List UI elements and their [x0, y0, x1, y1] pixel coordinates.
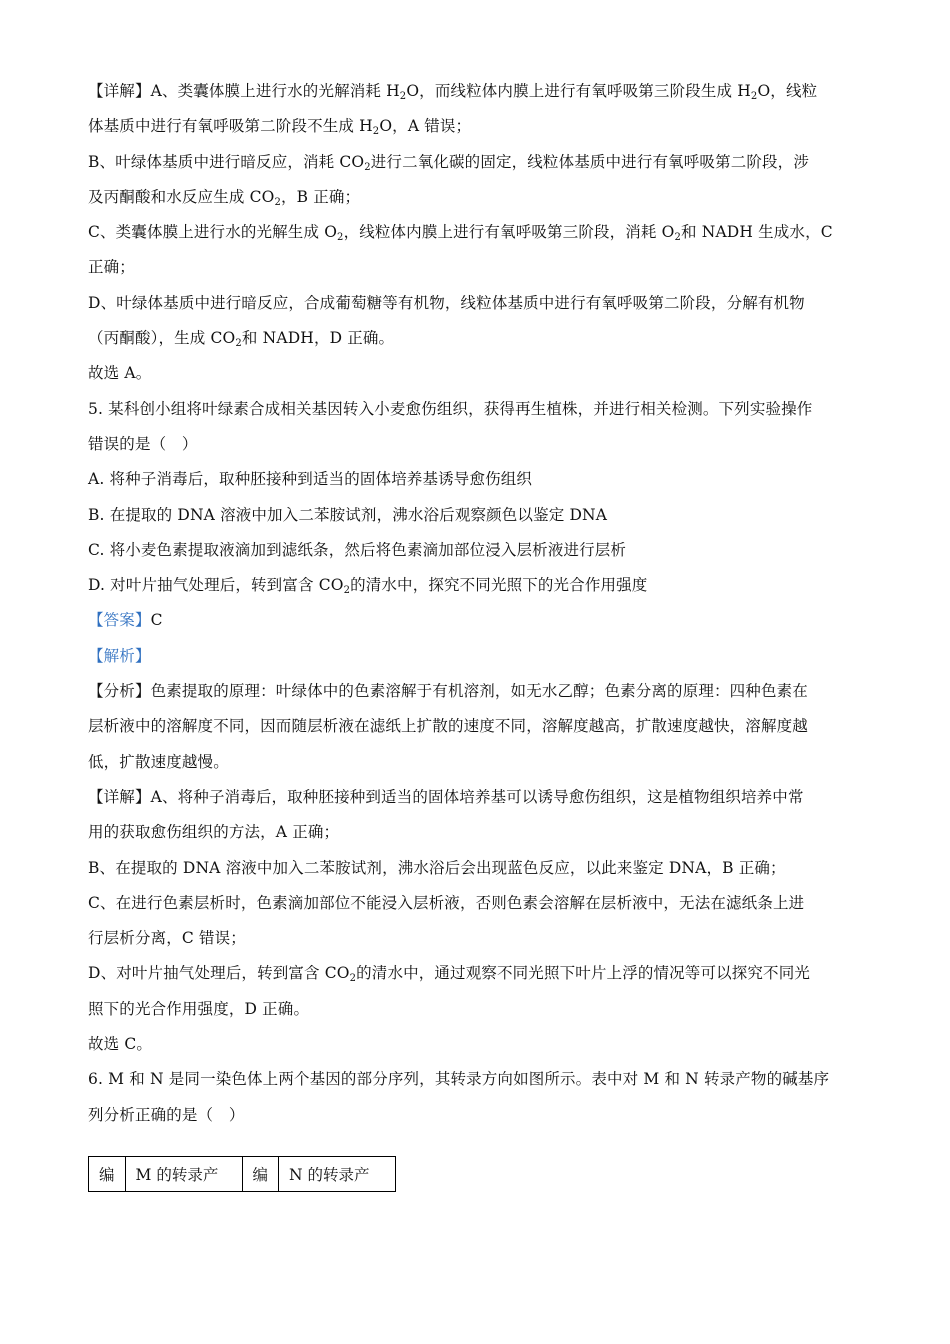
text-line-24: C、在进行色素层析时，色素滴加部位不能浸入层析液，否则色素会溶解在层析液中，无法在滤纸条上进: [88, 893, 805, 912]
table-header-cell: 编: [242, 1157, 279, 1192]
option-a: A. 将种子消毒后，取种胚接种到适当的固体培养基诱导愈伤组织: [88, 470, 533, 489]
question-6-stem: 6. M 和 N 是同一染色体上两个基因的部分序列，其转录方向如图所示。表中对 M 和 N 转录产物的碱基序: [88, 1070, 830, 1089]
text-line-7: D、叶绿体基质中进行暗反应，合成葡萄糖等有机物，线粒体基质中进行有氧呼吸第二阶段，分解有机物: [88, 293, 805, 312]
table-header-cell: M 的转录产: [125, 1157, 242, 1192]
transcription-table: [88, 1156, 396, 1192]
option-d: D. 对叶片抽气处理后，转到富含 $CO_2$的清水中，探究不同光照下的光合作用强度: [88, 576, 648, 597]
text-line-4: 及丙酮酸和水反应生成 $CO_2$，B 正确；: [88, 187, 361, 208]
analysis-label-line: [88, 639, 863, 674]
text-line-3: B、叶绿体基质中进行暗反应，消耗 $CO_2$进行二氧化碳的固定，线粒体基质中进行有氧呼吸第二阶段，涉: [88, 152, 809, 173]
table-header-row: [89, 1157, 396, 1192]
text-line-23: B、在提取的 DNA 溶液中加入二苯胺试剂，沸水浴后会出现蓝色反应，以此来鉴定 DNA，B 正确；: [88, 858, 786, 877]
question-5-stem: 5. 某科创小组将叶绿素合成相关基因转入小麦愈伤组织，获得再生植株，并进行相关检测。下列实验操作: [88, 399, 813, 418]
question-6-stem-cont: 列分析正确的是（ ）: [88, 1105, 245, 1124]
analysis-label: 【解析】: [88, 646, 151, 665]
answer-label: 【答案】: [88, 611, 151, 630]
text-line-18: 【分析】色素提取的原理：叶绿体中的色素溶解于有机溶剂，如无水乙醇；色素分离的原理：四种色素在: [88, 682, 808, 701]
answer-line: 【答案】C: [88, 611, 163, 630]
text-line-8: （丙酮酸），生成 $CO_2$和 NADH，D 正确。: [88, 329, 395, 350]
text-line-25: 行层析分离，C 错误；: [88, 929, 246, 948]
question-5-stem-cont: 错误的是（ ）: [88, 434, 198, 453]
table-header-cell: N 的转录产: [279, 1157, 396, 1192]
table-header-cell: 编: [89, 1157, 126, 1192]
text-line-6: 正确；: [88, 258, 135, 277]
text-line-20: 低，扩散速度越慢。: [88, 752, 229, 771]
text-line-5: C、类囊体膜上进行水的光解生成 $O_2$，线粒体内膜上进行有氧呼吸第三阶段，消耗 $O_2$和 NADH 生成水，C: [88, 223, 833, 244]
text-line-28: 故选 C。: [88, 1035, 153, 1054]
text-line-22: 用的获取愈伤组织的方法，A 正确；: [88, 823, 340, 842]
text-line-1: 【详解】A、类囊体膜上进行水的光解消耗 $H_2O$，而线粒体内膜上进行有氧呼吸第三阶段生成 $H_2O$，线粒: [88, 82, 818, 102]
text-line-27: 照下的光合作用强度，D 正确。: [88, 999, 310, 1018]
text-line-9: 故选 A。: [88, 364, 152, 383]
text-line-21: 【详解】A、将种子消毒后，取种胚接种到适当的固体培养基可以诱导愈伤组织，这是植物组织培养中常: [88, 787, 804, 806]
option-b: B. 在提取的 DNA 溶液中加入二苯胺试剂，沸水浴后观察颜色以鉴定 DNA: [88, 505, 608, 524]
text-line-26: D、对叶片抽气处理后，转到富含 $CO_2$的清水中，通过观察不同光照下叶片上浮的情况等可以探究不同光: [88, 964, 810, 985]
text-line-19: 层析液中的溶解度不同，因而随层析液在滤纸上扩散的速度不同，溶解度越高，扩散速度越快，溶解度越: [88, 717, 808, 736]
document-page: [88, 74, 863, 1133]
text-line-2: 体基质中进行有氧呼吸第二阶段不生成 $H_2O$，A 错误；: [88, 117, 472, 138]
option-c: C. 将小麦色素提取液滴加到滤纸条，然后将色素滴加部位浸入层析液进行层析: [88, 540, 627, 559]
